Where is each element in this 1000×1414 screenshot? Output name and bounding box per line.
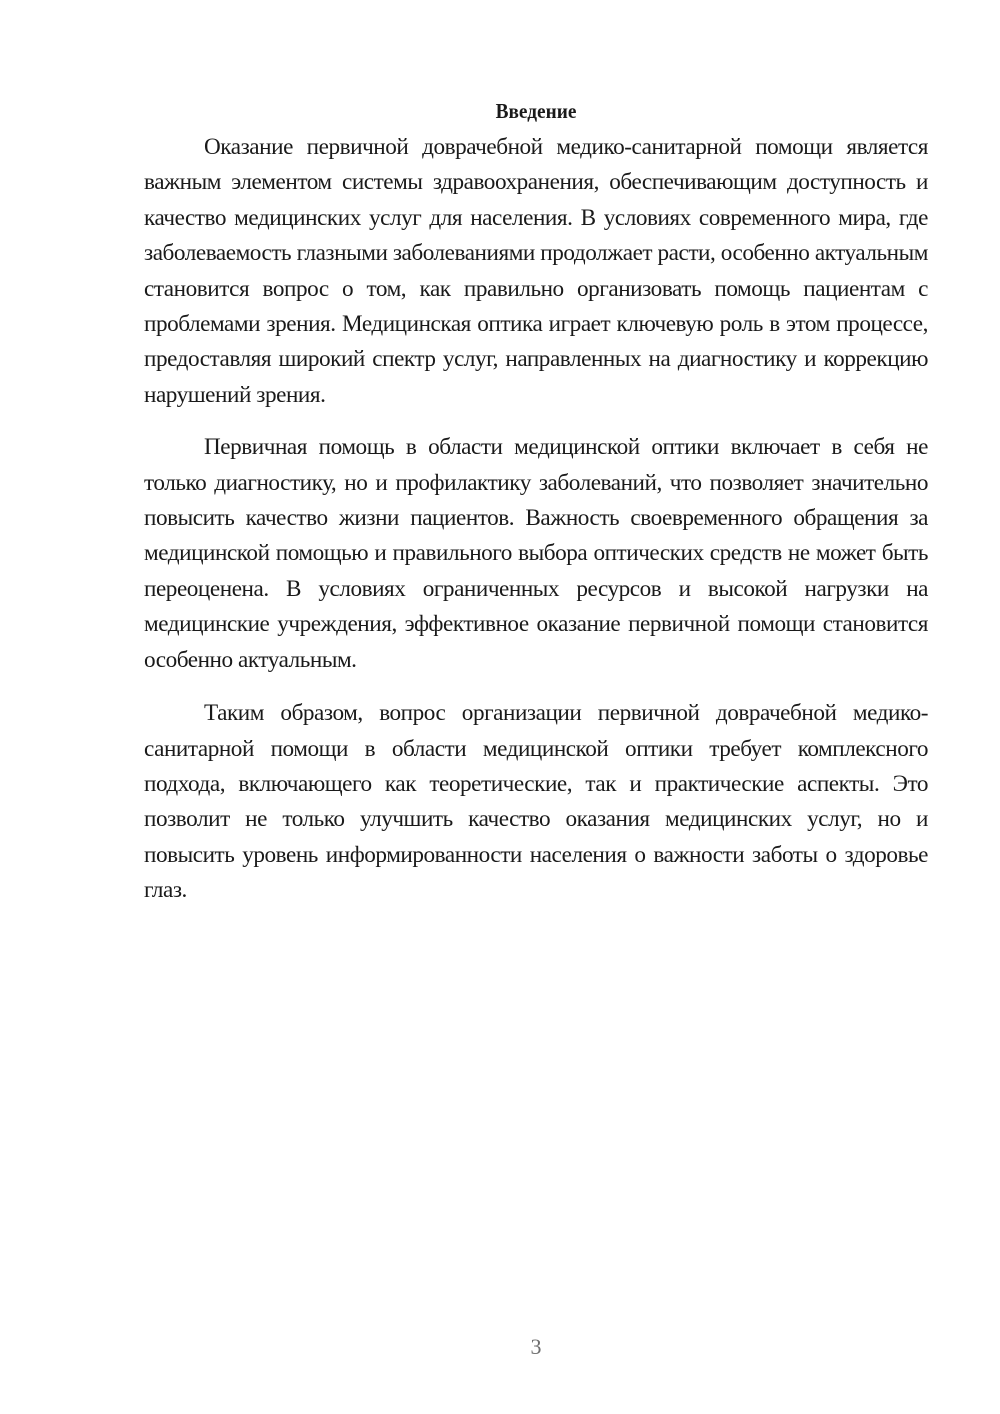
section-heading: Введение	[495, 99, 577, 123]
paragraph-2: Первичная помощь в области медицинской оптики включает в себя не только диагностику, но и профилактику заболеваний, что позволяет значительно повысить качество жизни пациентов. Важность своевременного обращения за медицинской помощью и правильного выбора оптических средств не может быть переоценена. В условиях ограниченных ресурсов и высокой нагрузки на медицинские учреждения, эффективное оказание первичной помощи становится особенно актуальным.	[144, 434, 928, 673]
paragraph-3: Таким образом, вопрос организации первичной доврачебной медико-санитарной помощи в области медицинской оптики требует комплексного подхода, включающего как теоретические, так и практические аспекты. Это позволит не только улучшить качество оказания медицинских услуг, но и повысить уровень информированности населения о важности заботы о здоровье глаз.	[144, 700, 928, 904]
page-number: 3	[530, 1334, 542, 1359]
paragraph-1: Оказание первичной доврачебной медико-санитарной помощи является важным элементом системы здравоохранения, обеспечивающим доступность и качество медицинских услуг для населения. В условиях современного мира, где заболеваемость глазными заболеваниями продолжает расти, особенно актуальным становится вопрос о том, как правильно организовать помощь пациентам с проблемами зрения. Медицинская оптика играет ключевую роль в этом процессе, предоставляя широкий спектр услуг, направленных на диагностику и коррекцию нарушений зрения.	[144, 134, 928, 408]
page-content	[144, 95, 928, 927]
